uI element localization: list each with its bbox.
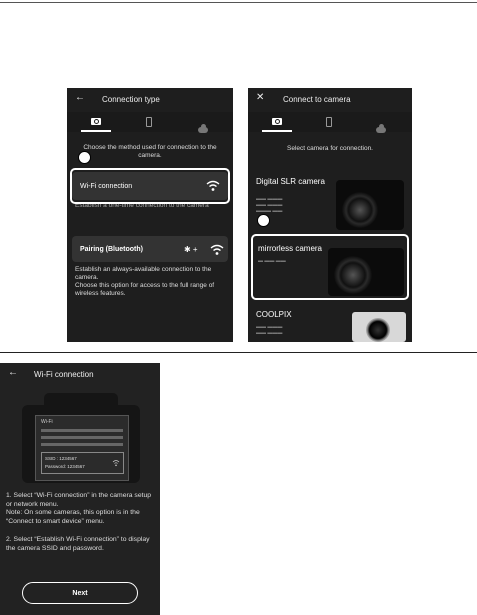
- wifi-connection-header: [0, 363, 160, 385]
- pairing-option[interactable]: [72, 236, 228, 262]
- device-tabs: [248, 112, 412, 132]
- camera-detail-text: ▬ ▬▬ ▬▬: [258, 258, 286, 264]
- wireless-icon: [112, 459, 120, 467]
- coolpix-camera-image: [352, 312, 406, 342]
- camera-lcd-illustration: [22, 393, 140, 483]
- password-text: Password: 1234567: [45, 464, 85, 469]
- active-tab-indicator: [262, 130, 292, 132]
- connection-prompt: Choose the method used for connection to the camera.: [83, 144, 217, 159]
- instruction-step-2: 2. Select “Establish Wi-Fi connection” to display the camera SSID and password.: [6, 536, 150, 552]
- step-callout-marker: [257, 214, 270, 227]
- camera-tab-icon[interactable]: [272, 118, 282, 125]
- pairing-label: Pairing (Bluetooth): [80, 246, 143, 253]
- back-arrow-icon[interactable]: ←: [8, 367, 18, 378]
- camera-tab-icon[interactable]: [91, 118, 101, 125]
- wifi-connection-screen: [0, 363, 160, 615]
- camera-detail-text: ▬▬ ▬▬▬ ▬▬ ▬▬▬: [256, 324, 283, 336]
- wifi-icon: [210, 244, 224, 256]
- connect-camera-header: [248, 88, 412, 110]
- top-rule: [0, 2, 477, 3]
- camera-type-label: Digital SLR camera: [256, 177, 325, 186]
- connect-to-camera-screen: [248, 88, 412, 342]
- mirrorless-option-highlight: [251, 234, 409, 300]
- pairing-description: Establish an always-available connection to the camera. Choose this option for access to the full range of wireless features.: [75, 266, 215, 297]
- wifi-option-highlight: [70, 168, 230, 204]
- connection-type-screen: [67, 88, 233, 342]
- bluetooth-icon: ✱ +: [184, 245, 198, 254]
- smartphone-tab-icon[interactable]: [326, 117, 332, 127]
- lcd-screen-title: Wi-Fi: [41, 419, 53, 425]
- camera-type-label: mirrorless camera: [258, 244, 323, 253]
- screen-title: Connection type: [102, 95, 160, 104]
- back-arrow-icon[interactable]: ←: [75, 92, 85, 103]
- section-divider: [0, 352, 477, 353]
- screen-title: Wi-Fi connection: [34, 370, 94, 379]
- step-callout-marker: [78, 151, 91, 164]
- close-icon[interactable]: ✕: [256, 92, 265, 103]
- active-tab-indicator: [81, 130, 111, 132]
- camera-list-item[interactable]: [248, 170, 412, 236]
- camera-list-item[interactable]: [248, 302, 412, 342]
- next-button[interactable]: Next: [22, 582, 138, 604]
- screen-title: Connect to camera: [283, 95, 351, 104]
- instruction-step-1: 1. Select “Wi-Fi connection” in the camera setup or network menu. Note: On some cameras, this option is in the “Connect to smart device” menu.: [6, 492, 152, 525]
- wifi-connection-description: Establish a one-time connection to the camera: [75, 202, 209, 209]
- device-tabs: [67, 112, 233, 132]
- camera-detail-text: ▬▬ ▬▬▬ ▬▬ ▬▬▬ ▬▬▬ ▬▬: [256, 196, 283, 214]
- ssid-text: SSID : 1234567: [45, 456, 77, 461]
- smartphone-tab-icon[interactable]: [146, 117, 152, 127]
- camera-type-label: COOLPIX: [256, 310, 292, 319]
- wifi-connection-label: Wi-Fi connection: [80, 183, 133, 190]
- connection-type-header: [67, 88, 233, 110]
- cloud-tab-icon[interactable]: [376, 127, 386, 133]
- select-camera-prompt: Select camera for connection.: [287, 145, 373, 152]
- cloud-tab-icon[interactable]: [198, 127, 208, 133]
- dslr-camera-image: [336, 180, 404, 230]
